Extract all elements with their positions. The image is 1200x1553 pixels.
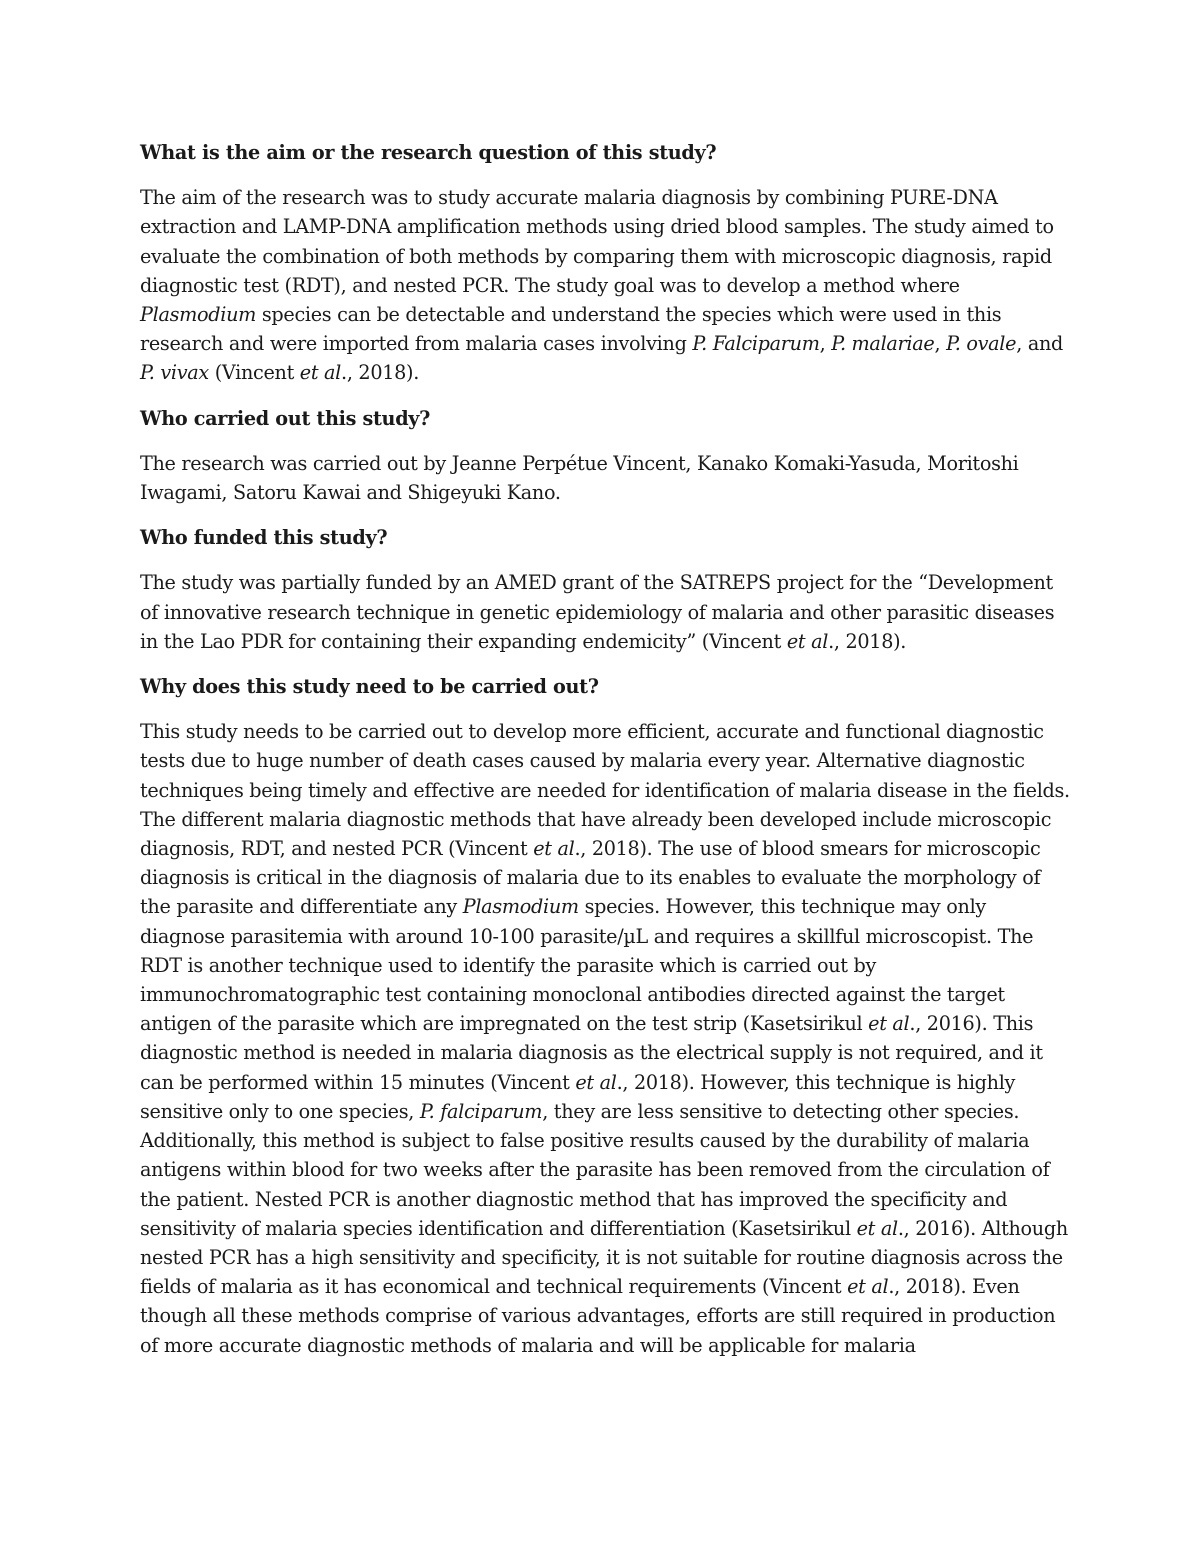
text-run: The study was partially funded by an AMED grant of the SATREPS project for the “Development of innovative research technique in genetic epidemiology of malaria and other parasitic diseases in the Lao PDR for containing their expanding endemicity” (Vincent [140, 571, 1055, 653]
section-paragraph [140, 717, 1070, 1359]
text-run: species can be detectable and understand the species which were used in this research and were imported from malaria cases involving [140, 303, 1002, 356]
italic-text-run: et al [533, 837, 575, 861]
italic-text-run: P. ovale [946, 332, 1017, 356]
section-paragraph [140, 449, 1070, 507]
text-run: (Vincent [208, 361, 300, 385]
text-run: ., 2018). The use of blood smears for microscopic diagnosis is critical in the diagnosis of malaria due to its enables to evaluate the morphology of the parasite and differentiate any [140, 837, 1041, 919]
section-paragraph [140, 183, 1070, 387]
text-run: , and [1016, 332, 1063, 356]
italic-text-run: P. Falciparum [692, 332, 820, 356]
section-heading: Who carried out this study? [140, 406, 431, 430]
text-run: ., 2018). [828, 629, 907, 653]
italic-text-run: et al [575, 1070, 617, 1094]
text-run: species. However, this technique may only diagnose parasitemia with around 10-100 parasite/µL and requires a skillful microscopist. The RDT is another technique used to identify the parasite which is carried out by immunochromatographic test containing monoclonal antibodies directed against the target antigen of the parasite which are impregnated on the test strip (Kasetsirikul [140, 895, 1034, 1036]
text-run: This study needs to be carried out to develop more efficient, accurate and functional diagnostic tests due to huge number of death cases caused by malaria every year. Alternative diagnostic techniques being timely and effective are needed for identification of malaria disease in the fields. The different malaria diagnostic methods that have already been developed include microscopic diagnosis, RDT, and nested PCR (Vincent [140, 720, 1070, 861]
text-run: The aim of the research was to study accurate malaria diagnosis by combining PURE-DNA extraction and LAMP-DNA amplification methods using dried blood samples. The study aimed to evaluate the combination of both methods by comparing them with microscopic diagnosis, rapid diagnostic test (RDT), and nested PCR. The study goal was to develop a method where [140, 186, 1054, 297]
italic-text-run: et al [856, 1216, 898, 1240]
italic-text-run: Plasmodium [462, 895, 579, 919]
section-heading: Who funded this study? [140, 526, 388, 550]
italic-text-run: et al [868, 1012, 910, 1036]
italic-text-run: et al [786, 629, 829, 653]
italic-text-run: et al [847, 1275, 889, 1299]
text-run: ., 2018). However, this technique is highly sensitive only to one species, [140, 1070, 1016, 1123]
italic-text-run: P. malariae [831, 332, 935, 356]
text-run: ., 2016). This diagnostic method is needed in malaria diagnosis as the electrical supply is not required, and it can be performed within 15 minutes (Vincent [140, 1012, 1043, 1094]
italic-text-run: P. vivax [140, 361, 209, 385]
text-run: The research was carried out by Jeanne Perpétue Vincent, Kanako Komaki-Yasuda, Moritoshi Iwagami, Satoru Kawai and Shigeyuki Kano. [140, 451, 1019, 505]
italic-text-run: et al [299, 361, 342, 385]
italic-text-run: Plasmodium [140, 303, 257, 327]
section-heading: Why does this study need to be carried out? [140, 675, 599, 699]
section-heading: What is the aim or the research question of this study? [140, 141, 717, 164]
text-run: , [934, 332, 947, 356]
text-run: ., 2018). Even though all these methods comprise of various advantages, efforts are still required in production of more accurate diagnostic methods of malaria and will be applicable for malaria [140, 1275, 1056, 1357]
italic-text-run: P. falciparum [419, 1099, 543, 1123]
text-run: , [819, 332, 832, 356]
section-paragraph [140, 568, 1070, 656]
text-run: ., 2018). [341, 361, 420, 385]
text-run: ., 2016). Although nested PCR has a high sensitivity and specificity, it is not suitable for routine diagnosis across the fields of malaria as it has economical and technical requirements (Vincent [140, 1216, 1068, 1299]
document-page [140, 138, 1070, 1376]
text-run: , they are less sensitive to detecting other species. Additionally, this method is subject to false positive results caused by the durability of malaria antigens within blood for two weeks after the parasite has been removed from the circulation of the patient. Nested PCR is another diagnostic method that has improved the specificity and sensitivity of malaria species identification and differentiation (Kasetsirikul [140, 1099, 1050, 1240]
